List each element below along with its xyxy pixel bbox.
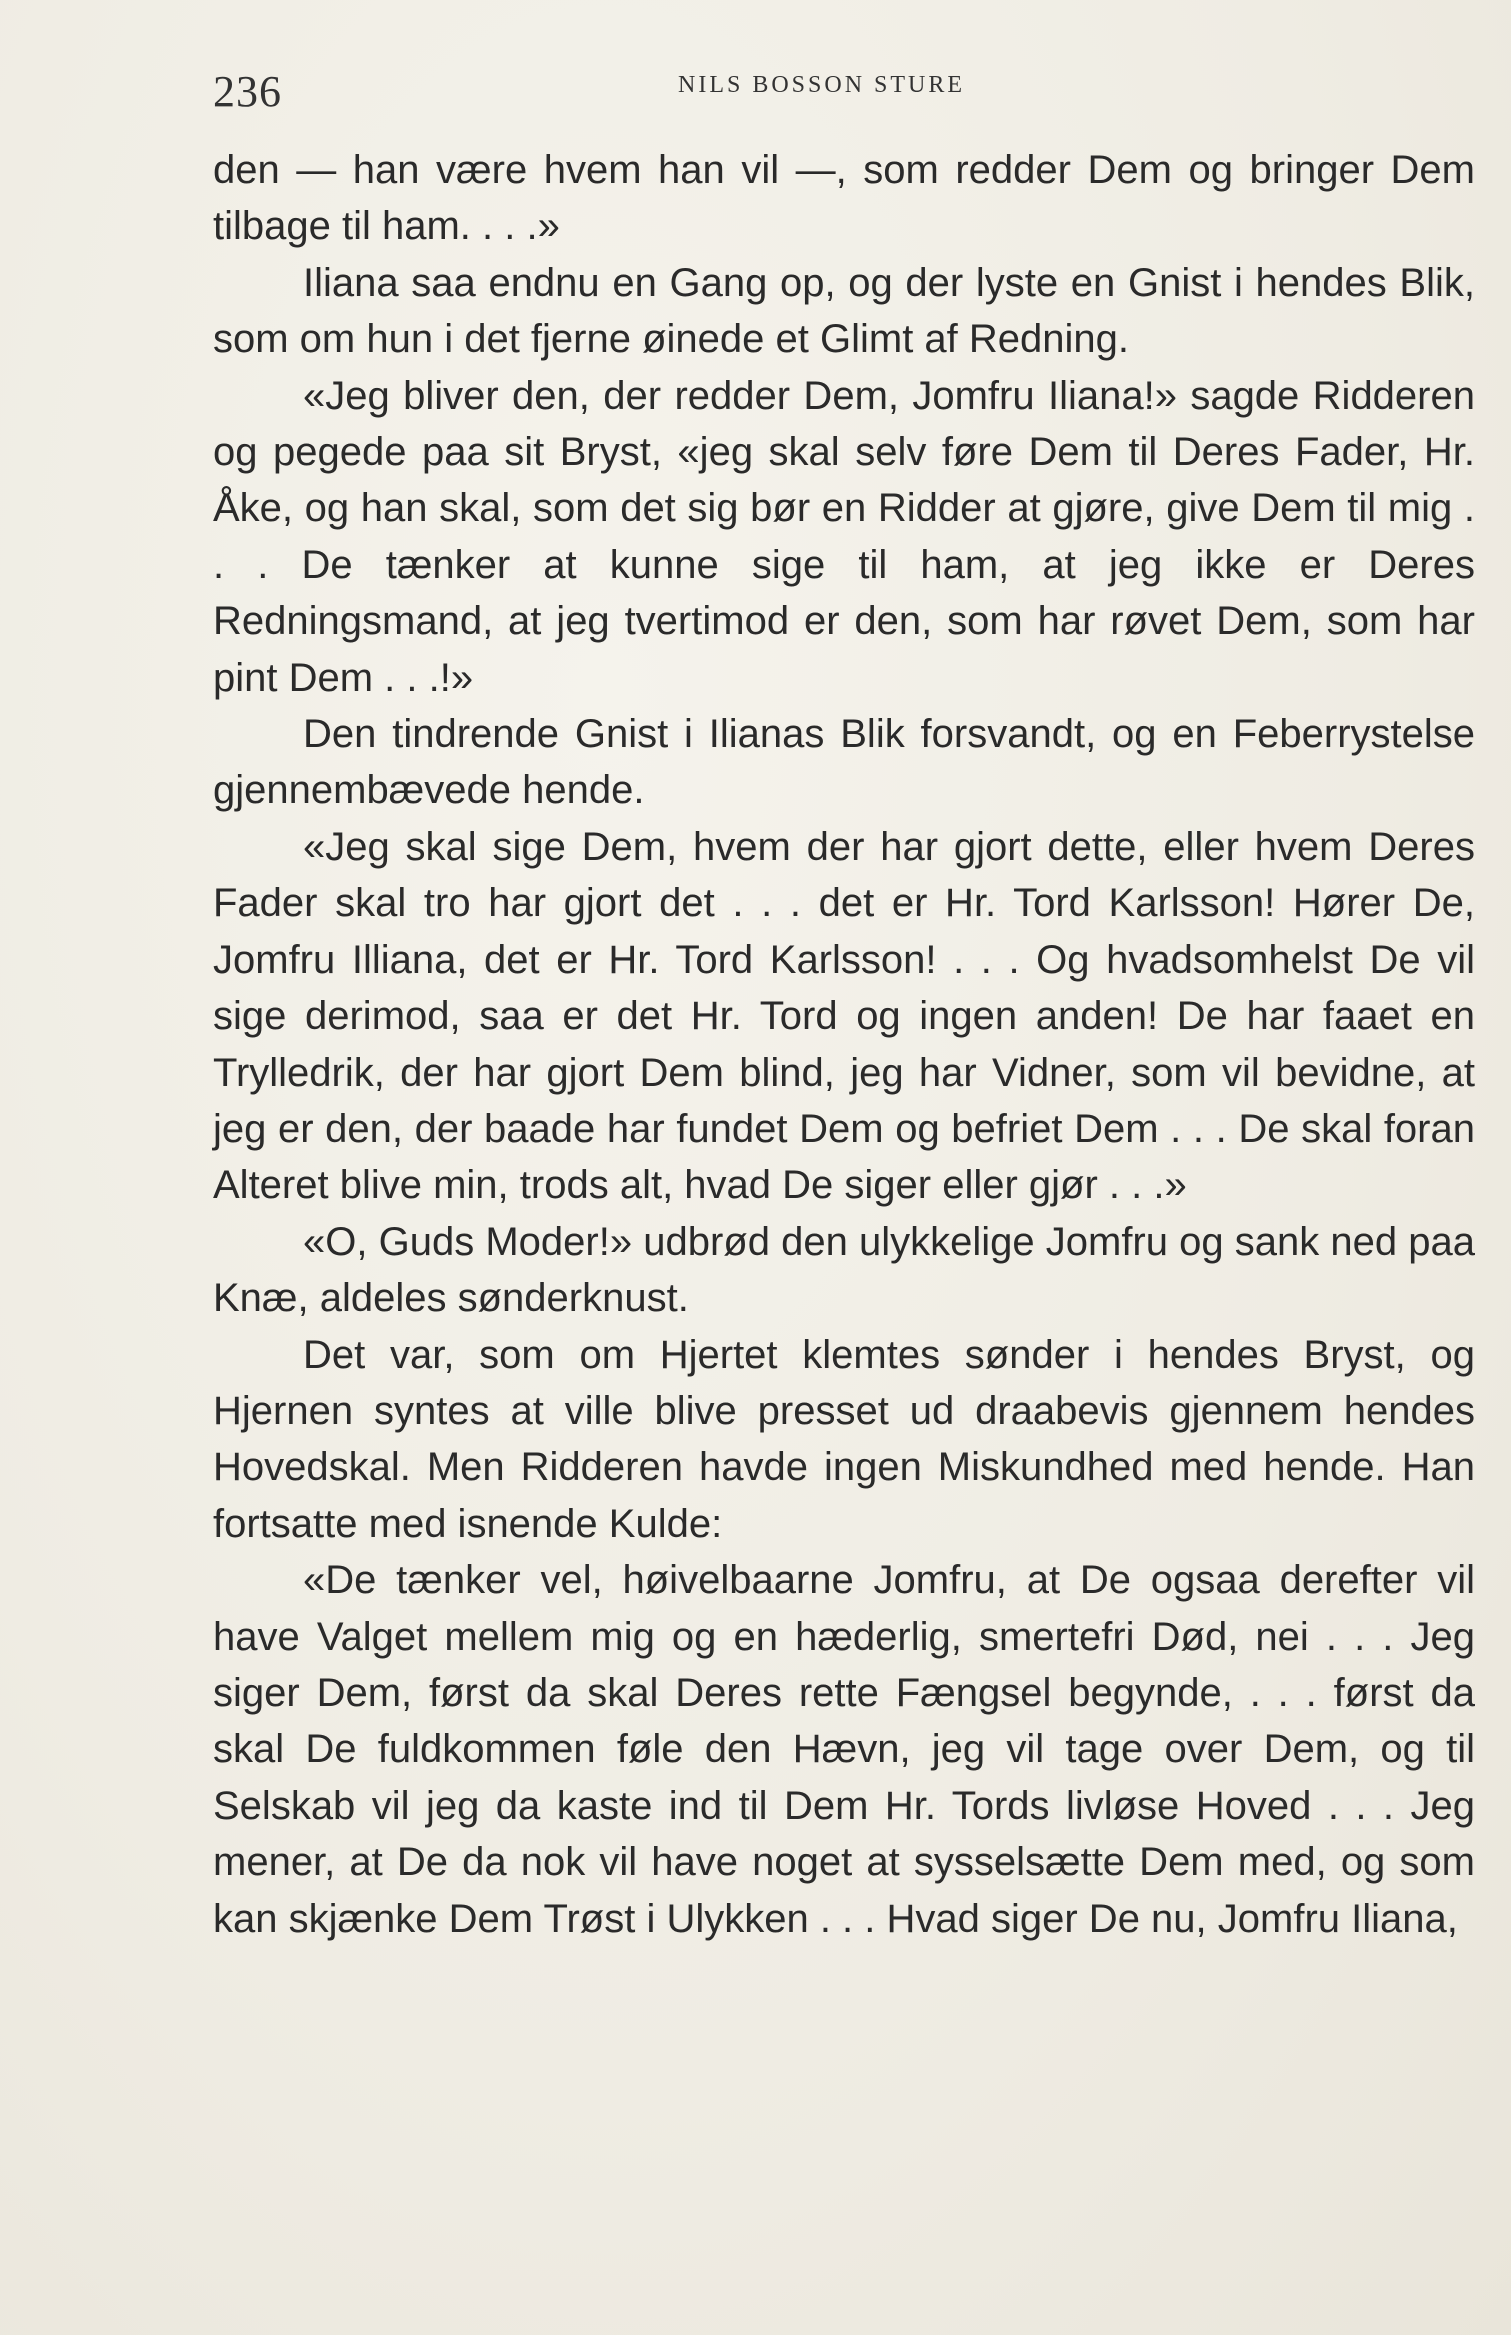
paragraph: «De tænker vel, høivelbaarne Jomfru, at De ogsaa derefter vil have Valget mellem mig og en hæderlig, smertefri Død, nei . . . Jeg siger Dem, først da skal Deres rette Fængsel begynde, . . . først da skal De fuldkommen føle den Hævn, jeg vil tage over Dem, og til Selskab vil jeg da kaste ind til Dem Hr. Tords livløse Hoved . . . Jeg mener, at De da nok vil have noget at sysselsætte Dem med, og som kan skjænke Dem Trøst i Ulykken . . . Hvad siger De nu, Jomfru Iliana,: [213, 1558, 1475, 1941]
paragraph: Den tindrende Gnist i Ilianas Blik forsvandt, og en Feberrystelse gjennembævede hende.: [213, 712, 1475, 813]
paragraph: «Jeg bliver den, der redder Dem, Jomfru Iliana!» sagde Ridderen og pegede paa sit Bryst, «jeg skal selv føre Dem til Deres Fader, Hr. Åke, og han skal, som det sig bør en Ridder at gjøre, give Dem til mig . . . De tænker at kunne sige til ham, at jeg ikke er Deres Redningsmand, at jeg tvertimod er den, som har røvet Dem, som har pint Dem . . .!»: [213, 373, 1475, 700]
paragraph: Det var, som om Hjertet klemtes sønder i hendes Bryst, og Hjernen syntes at ville blive presset ud draabevis gjennem hendes Hovedskal. Men Ridderen havde ingen Miskundhed med hende. Han fortsatte med isnende Kulde:: [213, 1332, 1475, 1546]
paragraph: Iliana saa endnu en Gang op, og der lyste en Gnist i hendes Blik, som om hun i det fjerne øinede et Glimt af Redning.: [213, 260, 1475, 362]
running-head: [213, 58, 1475, 122]
page-number: 236: [213, 67, 282, 116]
paragraph: «Jeg skal sige Dem, hvem der har gjort dette, eller hvem Deres Fader skal tro har gjort det . . . det er Hr. Tord Karlsson! Hører De, Jomfru Illiana, det er Hr. Tord Karlsson! . . . Og hvadsomhelst De vil sige derimod, saa er det Hr. Tord og ingen anden! De har faaet en Trylledrik, der har gjort Dem blind, jeg har Vidner, som vil bevidne, at jeg er den, der baade har fundet Dem og befriet Dem . . . De skal foran Alteret blive min, trods alt, hvad De siger eller gjør . . .»: [213, 824, 1475, 1208]
paragraph: «O, Guds Moder!» udbrød den ulykkelige Jomfru og sank ned paa Knæ, aldeles sønderknust.: [213, 1219, 1475, 1321]
paragraph: den — han være hvem han vil —, som redder Dem og bringer Dem tilbage til ham. . . .»: [213, 148, 1475, 249]
book-page: [213, 58, 1475, 1947]
body-text: [213, 142, 1475, 1947]
running-title: NILS BOSSON STURE: [678, 72, 966, 98]
